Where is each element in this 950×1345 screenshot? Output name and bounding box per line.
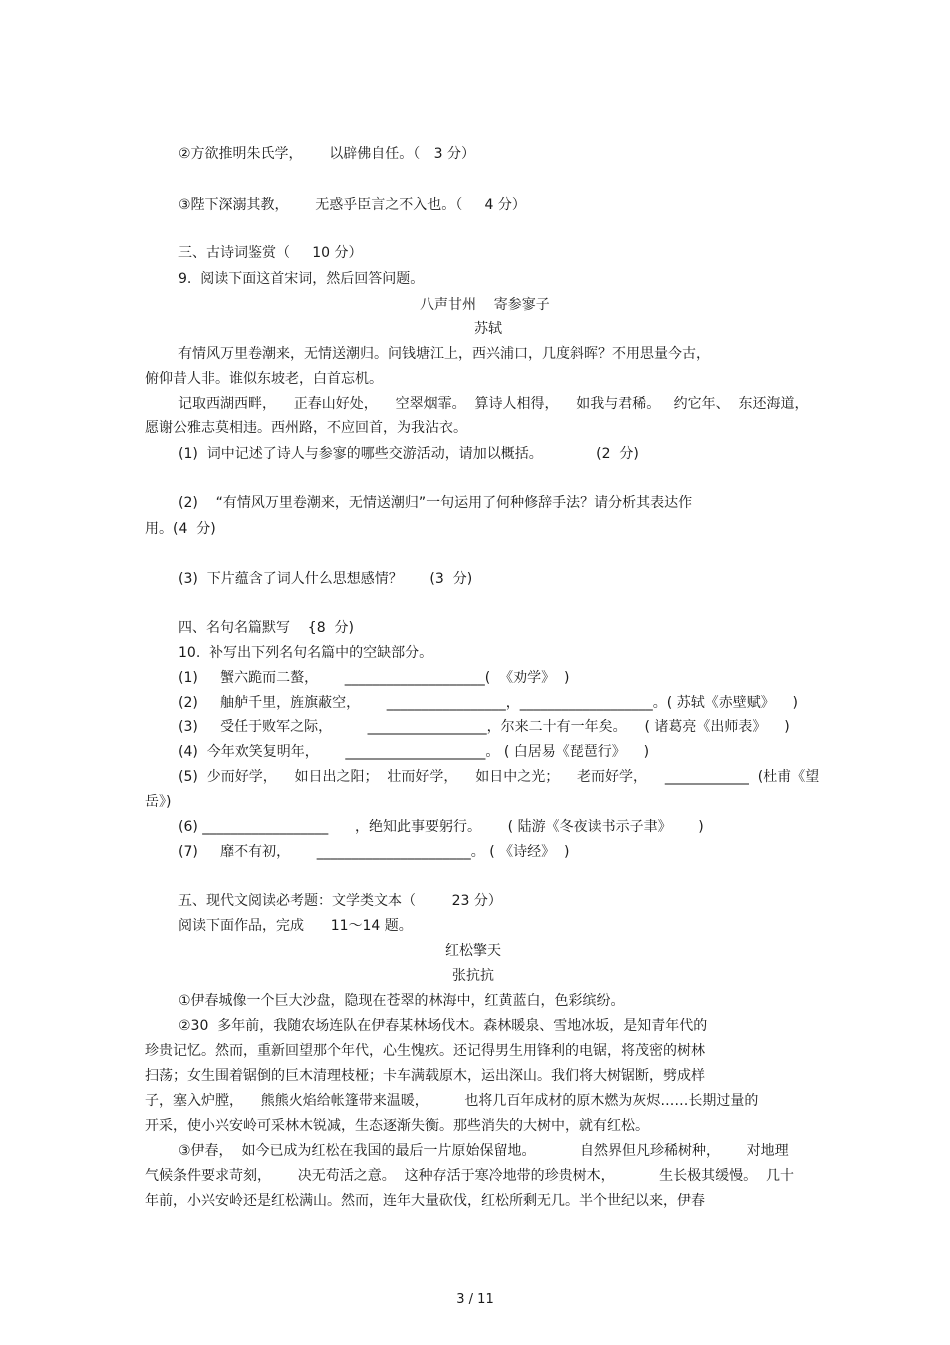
poem-title: 八声甘州 寄参寥子	[420, 297, 550, 313]
paragraph-line: ③伊春， 如今已成为红松在我国的最后一片原始保留地。 自然界但凡珍稀树种， 对地理	[178, 1143, 789, 1159]
paragraph-line: ①伊春城像一个巨大沙盘，隐现在苍翠的林海中，红黄蓝白，色彩缤纷。	[178, 993, 625, 1009]
poem-line: 愿谢公雅志莫相违。西州路，不应回首，为我沾衣。	[145, 420, 467, 436]
article-author: 张抗抗	[452, 968, 494, 984]
section-heading: 四、名句名篇默写 {8 分)	[178, 620, 354, 636]
poem-line: 记取西湖西畔， 正春山好处， 空翠烟霏。 算诗人相得， 如我与君稀。 约它年、 东还海道，	[178, 396, 809, 412]
text-line: ③陛下深溺其教， 无惑乎臣言之不入也。（ 4 分）	[178, 197, 526, 213]
poem-line: 有情风万里卷潮来，无情送潮归。问钱塘江上，西兴浦口，几度斜晖？不用思量今古，	[178, 346, 710, 362]
fill-blank-item: (4) 今年欢笑复明年， ____________________。 ( 白居易《琵琶行》 )	[178, 744, 650, 760]
sub-question: (3) 下片蕴含了词人什么思想感情？ (3 分)	[178, 571, 473, 587]
paragraph-line: 子，塞入炉膛， 熊熊火焰给帐篷带来温暖， 也将几百年成材的原木燃为灰烬……长期过量的	[145, 1093, 759, 1109]
paragraph-line: 年前，小兴安岭还是红松满山。然而，连年大量砍伐，红松所剩无几。半个世纪以来，伊春	[145, 1193, 705, 1209]
poem-line: 俯仰昔人非。谁似东坡老，白首忘机。	[145, 371, 383, 387]
paragraph-line: 扫荡；女生围着锯倒的巨木清理枝桠；卡车满载原木，运出深山。我们将大树锯断，劈成样	[145, 1068, 705, 1084]
sub-question: (1) 词中记述了诗人与参寥的哪些交游活动，请加以概括。 (2 分)	[178, 446, 639, 462]
sub-question: 用。(4 分)	[145, 521, 216, 537]
fill-blank-item: (3) 受任于败军之际， _________________，尔来二十有一年矣。 ( 诸葛亮《出师表》 )	[178, 719, 790, 735]
sub-question: (2) “有情风万里卷潮来，无情送潮归”一句运用了何种修辞手法？请分析其表达作	[178, 495, 693, 511]
paragraph-line: 珍贵记忆。然而，重新回望那个年代，心生愧疚。还记得男生用锋利的电锯，将茂密的树林	[145, 1043, 705, 1059]
article-title: 红松擎天	[445, 943, 501, 959]
question-prompt: 9. 阅读下面这首宋词，然后回答问题。	[178, 271, 425, 287]
fill-blank-item: (5) 少而好学， 如日出之阳； 壮而好学， 如日中之光； 老而好学， ____________ (杜甫《望	[178, 769, 820, 785]
page-number: 3 / 11	[456, 1292, 494, 1307]
fill-blank-item: 岳》)	[145, 794, 172, 810]
question-prompt: 10. 补写出下列名句名篇中的空缺部分。	[178, 645, 434, 661]
text-line: ②方欲推明朱氏学， 以辟佛自任。（ 3 分）	[178, 146, 475, 162]
paragraph-line: 开采，使小兴安岭可采林木锐减，生态逐渐失衡。那些消失的大树中，就有红松。	[145, 1118, 649, 1134]
question-prompt: 阅读下面作品，完成 11～14 题。	[178, 918, 413, 934]
poem-author: 苏轼	[474, 321, 502, 337]
fill-blank-item: (7) 靡不有初， ______________________。 ( 《诗经》 )	[178, 844, 570, 860]
fill-blank-item: (1) 蟹六跪而二螯， ____________________( 《劝学》 )	[178, 670, 570, 686]
section-heading: 五、现代文阅读必考题：文学类文本（ 23 分）	[178, 893, 502, 909]
paragraph-line: ②30 多年前，我随农场连队在伊春某林场伐木。森林暖泉、雪地冰坂，是知青年代的	[178, 1018, 708, 1034]
paragraph-line: 气候条件要求苛刻， 决无苟活之意。 这种存活于寒冷地带的珍贵树木， 生长极其缓慢。 几十	[145, 1168, 795, 1184]
fill-blank-item: (6) __________________ ，绝知此事要躬行。 ( 陆游《冬夜读书示子聿》 )	[178, 819, 704, 835]
section-heading: 三、古诗词鉴赏（ 10 分）	[178, 245, 363, 261]
fill-blank-item: (2) 舳舻千里，旌旗蔽空， _________________，___________________。( 苏轼《赤壁赋》 )	[178, 695, 798, 711]
